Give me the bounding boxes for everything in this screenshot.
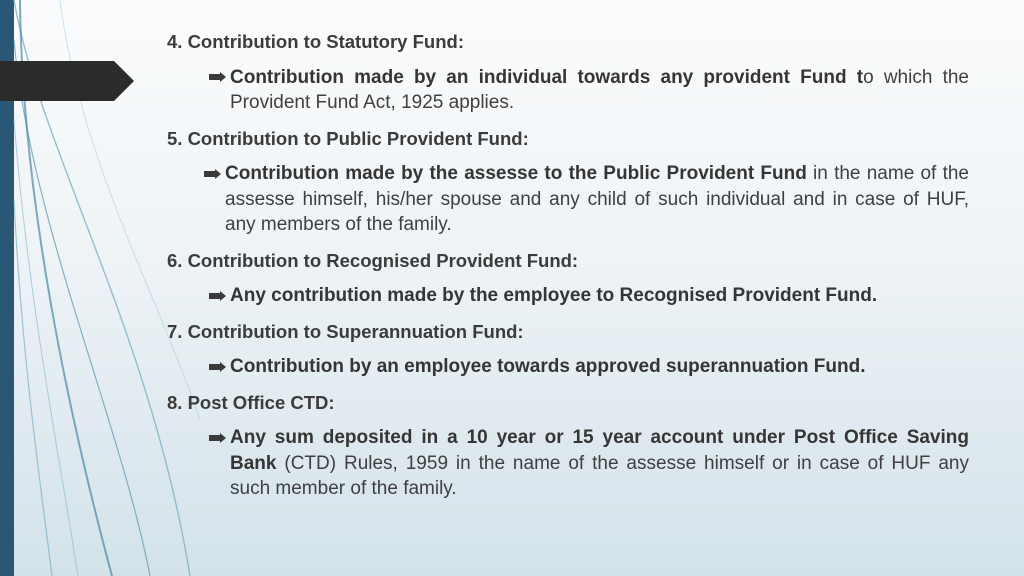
section-heading-recognised-provident-fund: 6. Contribution to Recognised Provident Fund: [167, 249, 579, 271]
section-heading-superannuation-fund: 7. Contribution to Superannuation Fund: [167, 320, 524, 342]
slide-tab-marker [0, 61, 134, 101]
list-item [209, 354, 969, 380]
item-regular-text: o which the Provident Fund Act, 1925 applies. [230, 66, 969, 113]
item-text [225, 161, 969, 238]
item-text [230, 65, 969, 116]
item-bold-text: Contribution made by an individual towards any provident Fund t [230, 66, 864, 88]
item-text [230, 425, 969, 502]
list-item [209, 283, 969, 309]
item-regular-text: in the name of the assesse himself, his/her spouse and any child of such individual and in case of HUF, any members of the family. [225, 163, 969, 235]
pencil-arrow-icon [209, 283, 230, 308]
pencil-arrow-icon [209, 425, 230, 450]
list-item [204, 161, 969, 238]
list-item [209, 425, 969, 502]
section-heading-public-provident-fund: 5. Contribution to Public Provident Fund: [167, 127, 529, 149]
item-bold-text: Any sum deposited in a 10 year or 15 year account under Post Office Saving Bank [230, 427, 969, 474]
pencil-arrow-icon [209, 65, 230, 90]
pencil-arrow-icon [209, 354, 230, 379]
section-heading-statutory-fund: 4. Contribution to Statutory Fund: [167, 31, 464, 52]
item-text [230, 283, 969, 309]
pencil-arrow-icon [204, 161, 225, 186]
item-text [230, 354, 969, 380]
section-heading-post-office-ctd: 8. Post Office CTD: [167, 391, 335, 413]
item-bold-text: Contribution made by the assesse to the Public Provident Fund [225, 163, 807, 184]
list-item [209, 65, 969, 116]
item-bold-text: Contribution by an employee towards approved superannuation Fund. [230, 356, 866, 377]
item-bold-text: Any contribution made by the employee to Recognised Provident Fund. [230, 285, 878, 306]
item-regular-text: (CTD) Rules, 1959 in the name of the assesse himself or in case of HUF any such member of the family. [230, 452, 969, 499]
slide-content [167, 29, 969, 512]
